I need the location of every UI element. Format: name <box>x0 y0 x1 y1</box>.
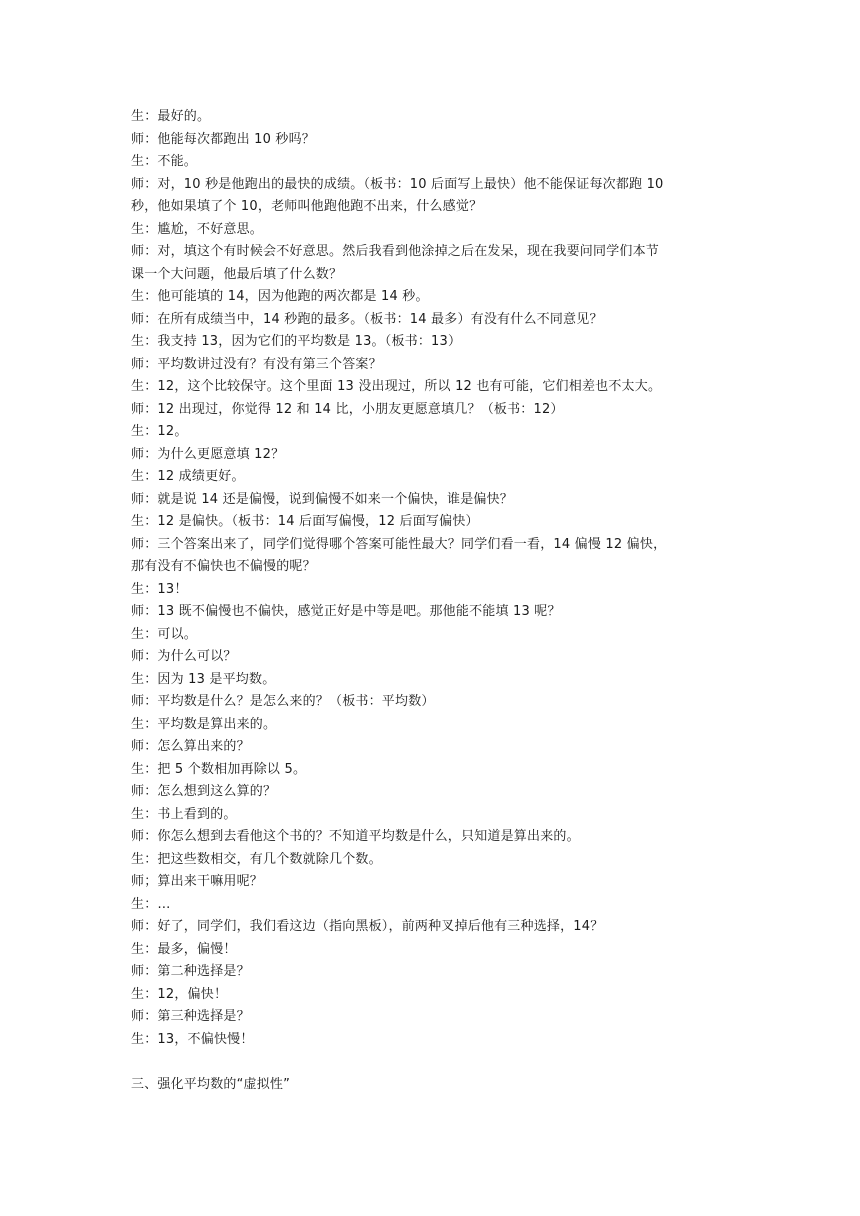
dialogue-line: 师：为什么更愿意填 12？ <box>131 446 285 462</box>
dialogue-line: 生：不能。 <box>131 154 198 169</box>
dialogue-line: 师：在所有成绩当中，14 秒跑的最多。（板书：14 最多）有没有什么不同意见？ <box>131 311 603 327</box>
dialogue-line: 师：怎么想到这么算的？ <box>131 784 277 799</box>
dialogue-line: 那有没有不偏快也不偏慢的呢？ <box>131 559 316 574</box>
dialogue-line: 师：13 既不偏慢也不偏快，感觉正好是中等是吧。那他能不能填 13 呢？ <box>131 604 561 619</box>
paragraph-gap <box>131 1051 731 1074</box>
dialogue-line: 生：平均数是算出来的。 <box>131 716 277 732</box>
dialogue-block <box>131 106 731 1051</box>
dialogue-line: 师：平均数讲过没有？有没有第三个答案？ <box>131 356 382 372</box>
dialogue-line: 生：他可能填的 14，因为他跑的两次都是 14 秒。 <box>131 289 429 304</box>
dialogue-line: 师：好了，同学们，我们看这边（指向黑板），前两种叉掉后他有三种选择，14？ <box>131 919 604 934</box>
dialogue-line: 生：因为 13 是平均数。 <box>131 671 276 687</box>
dialogue-line: 生：12，这个比较保守。这个里面 13 没出现过，所以 12 也有可能，它们相差也不太大。 <box>131 379 662 394</box>
dialogue-line: 师：你怎么想到去看他这个书的？不知道平均数是什么，只知道是算出来的。 <box>131 829 580 844</box>
dialogue-line: 师：平均数是什么？是怎么来的？（板书：平均数） <box>131 694 435 709</box>
dialogue-line: 生：可以。 <box>131 626 198 642</box>
dialogue-line: 秒，他如果填了个 10，老师叫他跑他跑不出来，什么感觉？ <box>131 199 483 214</box>
dialogue-line: 生：12，偏快！ <box>131 986 228 1002</box>
dialogue-line: 师：对，填这个有时候会不好意思。然后我看到他涂掉之后在发呆，现在我要问同学们本节 <box>131 244 660 259</box>
dialogue-line: 师：他能每次都跑出 10 秒吗？ <box>131 131 316 147</box>
dialogue-line: 生：13！ <box>131 581 188 597</box>
dialogue-line: 生：最多，偏慢！ <box>131 941 237 957</box>
dialogue-line: 课一个大问题，他最后填了什么数？ <box>131 266 343 282</box>
dialogue-line: 师：12 出现过，你觉得 12 和 14 比，小朋友更愿意填几？（板书：12） <box>131 401 564 417</box>
dialogue-line: 生：12。 <box>131 424 188 439</box>
dialogue-line: 师：第三种选择是？ <box>131 1009 250 1024</box>
dialogue-line: 师：三个答案出来了，同学们觉得哪个答案可能性最大？同学们看一看，14 偏慢 12 偏快， <box>131 536 667 552</box>
dialogue-line: 师：第二种选择是？ <box>131 964 250 979</box>
dialogue-line: 师：为什么可以？ <box>131 649 237 664</box>
dialogue-line: 师；算出来干嘛用呢？ <box>131 874 264 889</box>
dialogue-line: 生：把 5 个数相加再除以 5。 <box>131 761 307 777</box>
dialogue-line: 生：12 是偏快。（板书：14 后面写偏慢，12 后面写偏快） <box>131 514 479 529</box>
dialogue-line: 师：怎么算出来的？ <box>131 739 250 754</box>
dialogue-line: 生：尴尬，不好意思。 <box>131 221 264 237</box>
dialogue-line: 生：12 成绩更好。 <box>131 469 245 484</box>
dialogue-line: 生：最好的。 <box>131 109 211 124</box>
dialogue-line: 生：13，不偏快慢！ <box>131 1031 254 1047</box>
dialogue-line: 师：就是说 14 还是偏慢，说到偏慢不如来一个偏快，谁是偏快？ <box>131 491 514 507</box>
section-heading: 三、强化平均数的“虚拟性” <box>131 1076 291 1092</box>
dialogue-line: 生：我支持 13，因为它们的平均数是 13。（板书：13） <box>131 334 462 349</box>
document-body <box>131 106 731 1096</box>
dialogue-line: 师：对，10 秒是他跑出的最快的成绩。（板书：10 后面写上最快）他不能保证每次都跑 10 <box>131 176 664 192</box>
dialogue-line: 生：… <box>131 896 171 912</box>
dialogue-line: 生：把这些数相交，有几个数就除几个数。 <box>131 851 382 867</box>
dialogue-line: 生：书上看到的。 <box>131 806 237 822</box>
